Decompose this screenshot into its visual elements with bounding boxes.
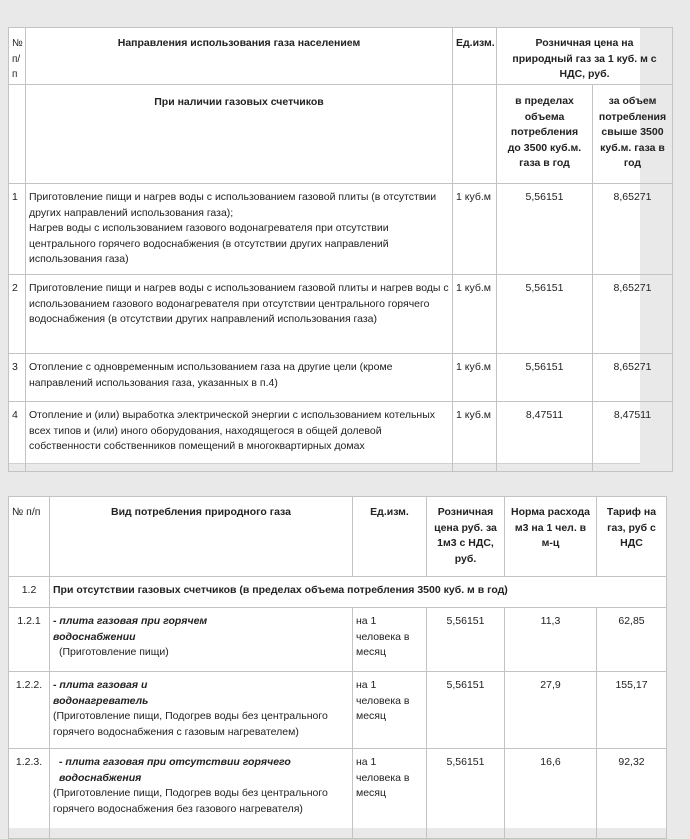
gas-prices-table-with-meters-panel [8, 27, 667, 464]
table2-header-row [9, 497, 667, 577]
row-num: 1 [9, 184, 26, 275]
row-num: 1.2.3. [9, 749, 50, 839]
row-text: Отопление с одновременным использованием газа на другие цели (кроме направлений использования газа, указанных в п.4) [26, 354, 453, 402]
row-text-part-1: Приготовление пищи и нагрев воды с использованием газовой плиты (в отсутствии других направлений использования газа); [29, 191, 437, 219]
table2-header-kind: Вид потребления природного газа [50, 497, 353, 577]
gas-tariffs-table-without-meters [8, 496, 667, 839]
table2-header-price: Розничная цена руб. за 1м3 с НДС, руб. [427, 497, 505, 577]
row-norm: 27,9 [505, 672, 597, 749]
table1-header-num: № п/п [9, 28, 26, 85]
gas-tariffs-table-without-meters-panel [8, 496, 666, 828]
table-row [9, 184, 673, 275]
table1-header-row [9, 28, 673, 85]
row-price-above: 8,65271 [593, 184, 673, 275]
row-note: (Приготовление пищи, Подогрев воды без центрального горячего водоснабжения с газовым нагревателем) [53, 710, 328, 738]
table-row [9, 402, 673, 472]
row-unit: 1 куб.м [453, 402, 497, 472]
row-price-within: 8,47511 [497, 402, 593, 472]
table2-header-unit: Ед.изм. [353, 497, 427, 577]
table1-header-unit: Ед.изм. [453, 28, 497, 85]
table1-header-direction: Направления использования газа населением [26, 28, 453, 85]
row-unit: 1 куб.м [453, 184, 497, 275]
row-title: - плита газовая и водонагреватель [53, 679, 149, 707]
row-note: (Приготовление пищи, Подогрев воды без центрального горячего водоснабжения без газового нагревателя) [53, 787, 328, 815]
section-title: При отсутствии газовых счетчиков (в пределах объема потребления 3500 куб. м в год) [50, 577, 667, 608]
row-unit: 1 куб.м [453, 275, 497, 354]
row-text [26, 184, 453, 275]
row-num: 1.2.2. [9, 672, 50, 749]
row-title: - плита газовая при отсутствии горячего водоснабжения [59, 756, 291, 784]
table-row [9, 354, 673, 402]
row-price: 5,56151 [427, 672, 505, 749]
table1-subheader-row [9, 85, 673, 184]
row-price-within: 5,56151 [497, 184, 593, 275]
table-row [9, 672, 667, 749]
row-price-within: 5,56151 [497, 275, 593, 354]
row-num: 4 [9, 402, 26, 472]
row-tariff: 62,85 [597, 608, 667, 672]
row-num: 2 [9, 275, 26, 354]
section-num: 1.2 [9, 577, 50, 608]
row-price: 5,56151 [427, 608, 505, 672]
row-unit: на 1 человека в месяц [353, 672, 427, 749]
row-text: Приготовление пищи и нагрев воды с использованием газовой плиты и нагрев воды с использованием газового водонагревателя при отсутствии центрального горячего водоснабжения (в отсутствии других направлений использования газа) [26, 275, 453, 354]
table2-header-tariff: Тариф на газ, руб с НДС [597, 497, 667, 577]
row-norm: 11,3 [505, 608, 597, 672]
row-description [50, 749, 353, 839]
table2-section-row [9, 577, 667, 608]
row-description [50, 608, 353, 672]
row-price-above: 8,65271 [593, 354, 673, 402]
row-price-above: 8,65271 [593, 275, 673, 354]
row-text: Отопление и (или) выработка электрической энергии с использованием котельных всех типов и (или) иного оборудования, находящегося в общей долевой собственности собственников помещений в многоквартирных домах [26, 402, 453, 472]
row-description [50, 672, 353, 749]
row-unit: на 1 человека в месяц [353, 608, 427, 672]
table2-header-num: № п/п [9, 497, 50, 577]
table1-subheader-within: в пределах объема потребления до 3500 куб.м. газа в год [497, 85, 593, 184]
table-row [9, 275, 673, 354]
table1-header-price: Розничная цена на природный газ за 1 куб. м с НДС, руб. [497, 28, 673, 85]
row-tariff: 155,17 [597, 672, 667, 749]
row-title: - плита газовая при горячем водоснабжении [53, 615, 208, 643]
row-text-part-2: Нагрев воды с использованием газового водонагревателя при отсутствии центрального горячего водоснабжения (в отсутствии других направлений использования газа) [29, 222, 389, 265]
row-price-above: 8,47511 [593, 402, 673, 472]
row-unit: на 1 человека в месяц [353, 749, 427, 839]
table2-header-norm: Норма расхода м3 на 1 чел. в м-ц [505, 497, 597, 577]
table1-subheader-with-meters: При наличии газовых счетчиков [26, 85, 453, 184]
row-unit: 1 куб.м [453, 354, 497, 402]
table1-subheader-above: за объем потребления свыше 3500 куб.м. газа в год [593, 85, 673, 184]
row-note: (Приготовление пищи) [59, 646, 169, 658]
row-num: 1.2.1 [9, 608, 50, 672]
gas-prices-table-with-meters [8, 27, 673, 472]
row-price: 5,56151 [427, 749, 505, 839]
row-price-within: 5,56151 [497, 354, 593, 402]
table-row [9, 608, 667, 672]
row-num: 3 [9, 354, 26, 402]
row-norm: 16,6 [505, 749, 597, 839]
table-row [9, 749, 667, 839]
row-tariff: 92,32 [597, 749, 667, 839]
